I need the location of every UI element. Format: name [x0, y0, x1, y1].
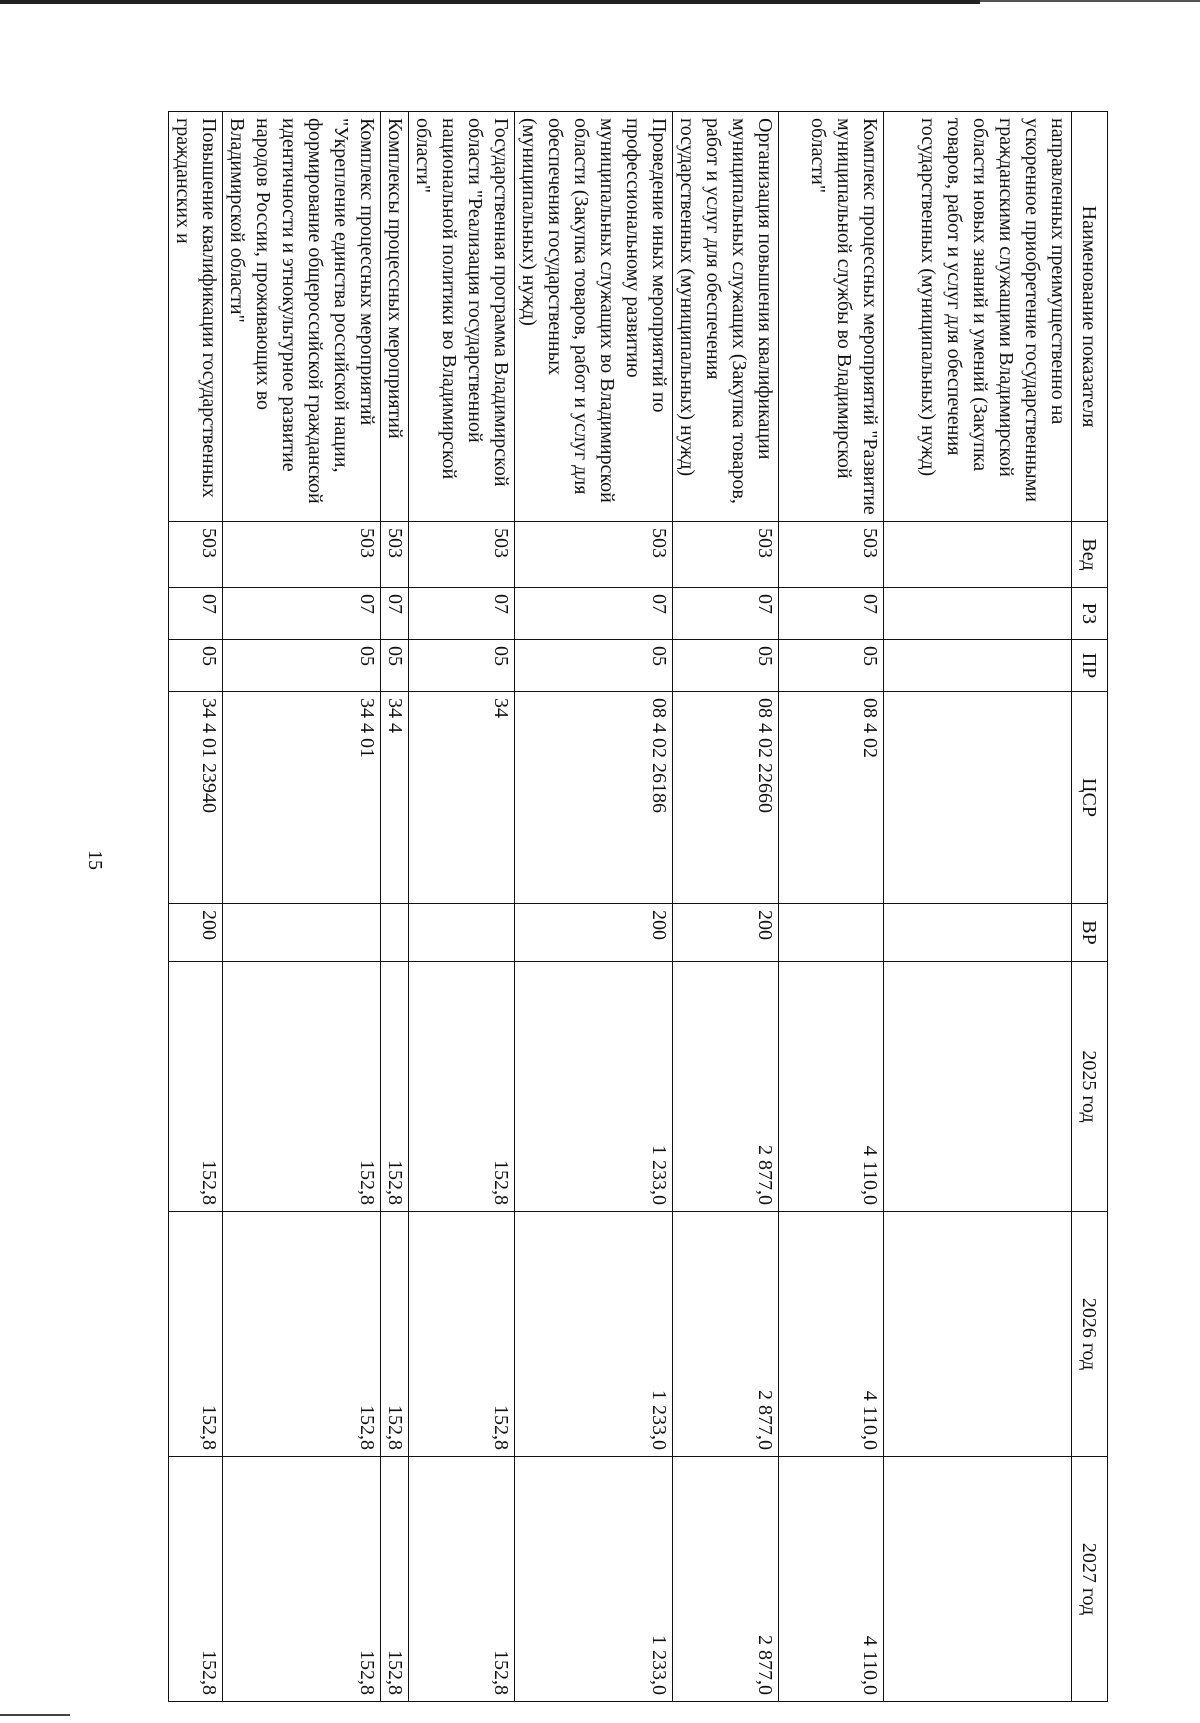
- cell-y2027: 152,8: [222, 1457, 380, 1702]
- cell-ved: [884, 522, 1072, 588]
- cell-name: Комплекс процессных мероприятий "Укрепление единства российской нации, формирование общероссийской гражданской идентичности и этнокультурное развитие народов России, проживающих во Владимирской области": [222, 112, 380, 522]
- header-csr: ЦСР: [1072, 692, 1108, 904]
- scan-top-edge: [0, 0, 980, 4]
- cell-rz: 07: [779, 588, 884, 640]
- cell-ved: 503: [409, 522, 515, 588]
- table-row: [380, 112, 408, 1702]
- cell-vr: [380, 904, 408, 962]
- header-ved: Вед: [1072, 522, 1108, 588]
- table-row: [779, 112, 884, 1702]
- header-rz: РЗ: [1072, 588, 1108, 640]
- header-name: Наименование показателя: [1072, 112, 1108, 522]
- cell-y2025: 152,8: [222, 962, 380, 1212]
- cell-y2026: 152,8: [409, 1212, 515, 1457]
- budget-table: [168, 111, 1108, 1702]
- cell-y2025: 152,8: [380, 962, 408, 1212]
- table-row: [884, 112, 1072, 1702]
- cell-csr: [884, 692, 1072, 904]
- cell-rz: 07: [409, 588, 515, 640]
- cell-pr: 05: [779, 640, 884, 692]
- header-vr: ВР: [1072, 904, 1108, 962]
- header-2025: 2025 год: [1072, 962, 1108, 1212]
- cell-csr: 34 4 01 23940: [169, 692, 223, 904]
- cell-rz: [884, 588, 1072, 640]
- cell-ved: 503: [380, 522, 408, 588]
- cell-csr: 34: [409, 692, 515, 904]
- cell-y2026: 1 233,0: [515, 1212, 673, 1457]
- cell-pr: 05: [673, 640, 779, 692]
- table-row: [409, 112, 515, 1702]
- cell-name: направленных преимущественно на ускоренное приобретение государственными гражданскими служащими Владимирской области новых знаний и умений (Закупка товаров, работ и услуг для обеспечения государственных (муниципальных) нужд): [884, 112, 1072, 522]
- cell-name: Государственная программа Владимирской области "Реализация государственной национальной политики во Владимирской области": [409, 112, 515, 522]
- cell-csr: 08 4 02 26186: [515, 692, 673, 904]
- cell-y2025: 2 877,0: [673, 962, 779, 1212]
- cell-pr: 05: [380, 640, 408, 692]
- cell-ved: 503: [515, 522, 673, 588]
- cell-csr: 08 4 02: [779, 692, 884, 904]
- cell-y2026: 152,8: [169, 1212, 223, 1457]
- cell-csr: 34 4 01: [222, 692, 380, 904]
- cell-y2027: [884, 1457, 1072, 1702]
- table-row: [673, 112, 779, 1702]
- page-number: 15: [84, 850, 106, 870]
- cell-y2027: 1 233,0: [515, 1457, 673, 1702]
- table-header-row: [1072, 112, 1108, 1702]
- scan-top-edge-thin: [980, 0, 1200, 2]
- cell-y2026: [884, 1212, 1072, 1457]
- cell-y2027: 152,8: [169, 1457, 223, 1702]
- cell-name: Проведение иных мероприятий по профессиональному развитию муниципальных служащих во Владимирской области (Закупка товаров, работ и услуг для обеспечения государственных (муниципальных) нужд): [515, 112, 673, 522]
- cell-y2026: 4 110,0: [779, 1212, 884, 1457]
- cell-y2027: 4 110,0: [779, 1457, 884, 1702]
- cell-pr: [884, 640, 1072, 692]
- table-row: [169, 112, 223, 1702]
- cell-vr: [779, 904, 884, 962]
- cell-y2026: 2 877,0: [673, 1212, 779, 1457]
- cell-name: Повышение квалификации государственных гражданских и: [169, 112, 223, 522]
- header-pr: ПР: [1072, 640, 1108, 692]
- cell-vr: [222, 904, 380, 962]
- cell-y2025: 152,8: [409, 962, 515, 1212]
- cell-pr: 05: [169, 640, 223, 692]
- cell-y2027: 2 877,0: [673, 1457, 779, 1702]
- cell-ved: 503: [169, 522, 223, 588]
- cell-name: Комплексы процессных мероприятий: [380, 112, 408, 522]
- cell-rz: 07: [515, 588, 673, 640]
- cell-y2026: 152,8: [380, 1212, 408, 1457]
- cell-y2025: 1 233,0: [515, 962, 673, 1212]
- cell-pr: 05: [409, 640, 515, 692]
- cell-y2026: 152,8: [222, 1212, 380, 1457]
- cell-pr: 05: [222, 640, 380, 692]
- cell-rz: 07: [169, 588, 223, 640]
- cell-vr: [884, 904, 1072, 962]
- cell-pr: 05: [515, 640, 673, 692]
- cell-y2025: 4 110,0: [779, 962, 884, 1212]
- cell-vr: 200: [673, 904, 779, 962]
- rotated-document: [168, 111, 1108, 1701]
- cell-y2025: 152,8: [169, 962, 223, 1212]
- table-row: [222, 112, 380, 1702]
- table-row: [515, 112, 673, 1702]
- cell-rz: 07: [380, 588, 408, 640]
- cell-rz: 07: [222, 588, 380, 640]
- cell-vr: 200: [515, 904, 673, 962]
- cell-csr: 34 4: [380, 692, 408, 904]
- header-2026: 2026 год: [1072, 1212, 1108, 1457]
- cell-ved: 503: [673, 522, 779, 588]
- cell-vr: 200: [169, 904, 223, 962]
- header-2027: 2027 год: [1072, 1457, 1108, 1702]
- cell-y2027: 152,8: [380, 1457, 408, 1702]
- scan-bottom-mark: [0, 1714, 70, 1716]
- cell-vr: [409, 904, 515, 962]
- cell-name: Организация повышения квалификации муниципальных служащих (Закупка товаров, работ и услуг для обеспечения государственных (муниципальных) нужд): [673, 112, 779, 522]
- cell-ved: 503: [779, 522, 884, 588]
- cell-name: Комплекс процессных мероприятий "Развитие муниципальной службы во Владимирской области": [779, 112, 884, 522]
- cell-ved: 503: [222, 522, 380, 588]
- cell-csr: 08 4 02 22660: [673, 692, 779, 904]
- cell-y2027: 152,8: [409, 1457, 515, 1702]
- cell-rz: 07: [673, 588, 779, 640]
- cell-y2025: [884, 962, 1072, 1212]
